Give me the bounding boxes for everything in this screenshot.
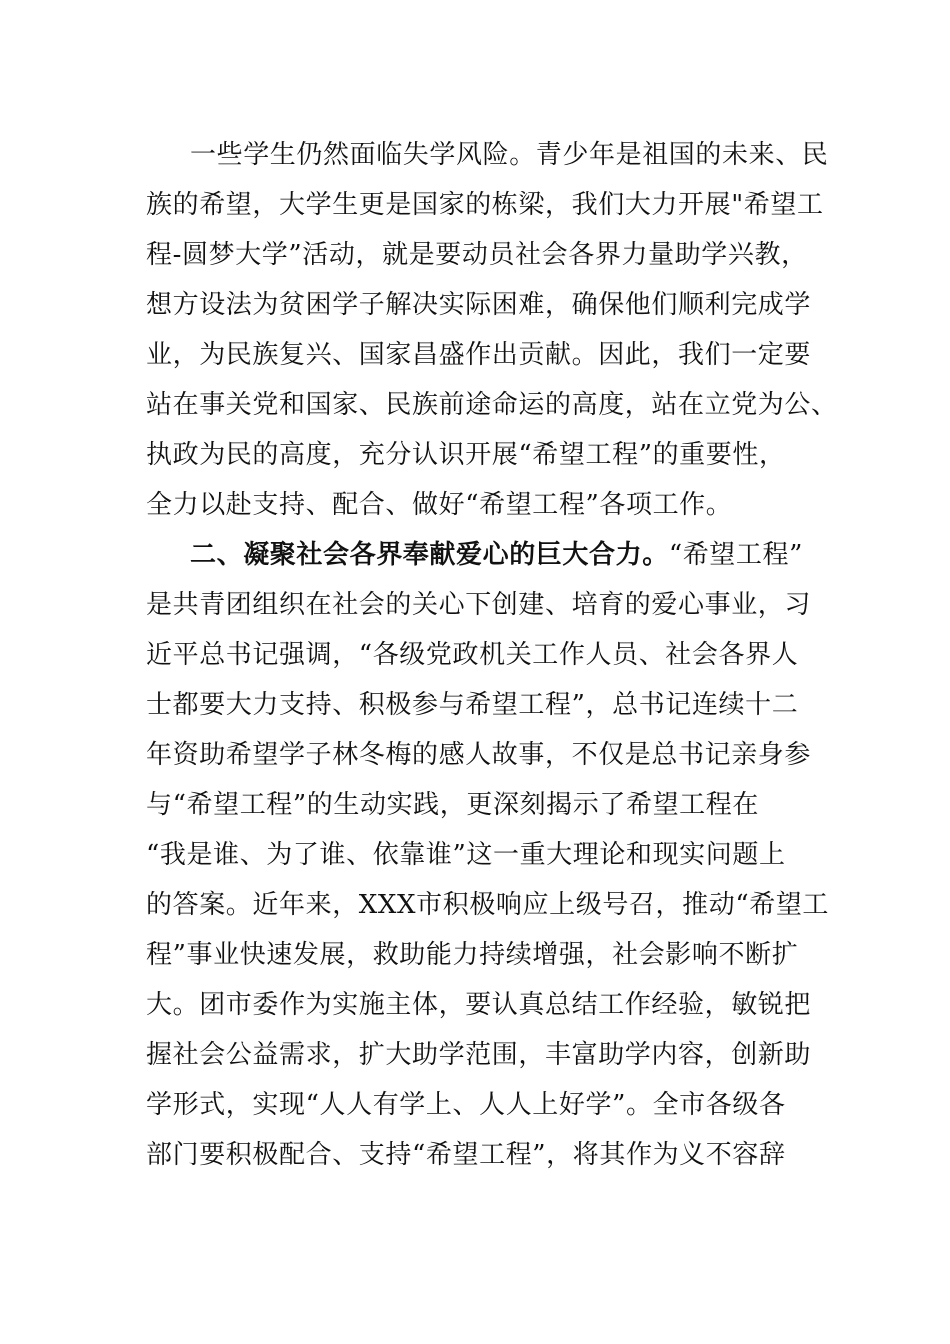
- paragraph-1-line-5: 业，为民族复兴、国家昌盛作出贡献。因此，我们一定要: [146, 340, 812, 370]
- paragraph-1-line-4: 想方设法为贫困学子解决实际困难，确保他们顺利完成学: [146, 290, 812, 320]
- paragraph-2-line-5: 年资助希望学子林冬梅的感人故事，不仅是总书记亲身参: [146, 740, 812, 770]
- paragraph-2-line-9: 程”事业快速发展，救助能力持续增强，社会影响不断扩: [146, 940, 799, 970]
- paragraph-1-line-7: 执政为民的高度，充分认识开展“希望工程”的重要性，: [146, 440, 786, 470]
- section-heading: 二、凝聚社会各界奉献爱心的巨大合力。: [190, 540, 669, 570]
- paragraph-1-line-6: 站在事关党和国家、民族前途命运的高度，站在立党为公、: [146, 390, 838, 420]
- paragraph-1-line-8: 全力以赴支持、配合、做好“希望工程”各项工作。: [146, 490, 733, 520]
- paragraph-2-line-7: “我是谁、为了谁、依靠谁”这一重大理论和现实问题上: [146, 840, 786, 870]
- paragraph-2-line-13: 部门要积极配合、支持“希望工程”，将其作为义不容辞: [146, 1140, 786, 1170]
- paragraph-2-line-11: 握社会公益需求，扩大助学范围，丰富助学内容，创新助: [146, 1040, 812, 1070]
- section-heading-continuation: “希望工程”: [668, 540, 803, 570]
- paragraph-2-line-6: 与“希望工程”的生动实践，更深刻揭示了希望工程在: [146, 790, 759, 820]
- paragraph-2-line-4: 士都要大力支持、积极参与希望工程”，总书记连续十二: [146, 690, 799, 720]
- paragraph-1-line-3: 程-圆梦大学”活动，就是要动员社会各界力量助学兴教，: [146, 240, 808, 270]
- paragraph-2-line-10: 大。团市委作为实施主体，要认真总结工作经验，敏锐把: [146, 990, 812, 1020]
- paragraph-1-line-1: 一些学生仍然面临失学风险。青少年是祖国的未来、民: [190, 140, 829, 170]
- body-text: [146, 130, 838, 1210]
- paragraph-1-line-2: 族的希望，大学生更是国家的栋梁，我们大力开展"希望工: [146, 190, 824, 220]
- paragraph-2-line-8: 的答案。近年来，XXX市积极响应上级号召，推动“希望工: [146, 890, 830, 920]
- paragraph-2-line-2: 是共青团组织在社会的关心下创建、培育的爱心事业，习: [146, 590, 812, 620]
- paragraph-2-line-1: [190, 530, 803, 580]
- paragraph-2-line-3: 近平总书记强调，“各级党政机关工作人员、社会各界人: [146, 640, 799, 670]
- paragraph-2-line-12: 学形式，实现“人人有学上、人人上好学”。全市各级各: [146, 1090, 786, 1120]
